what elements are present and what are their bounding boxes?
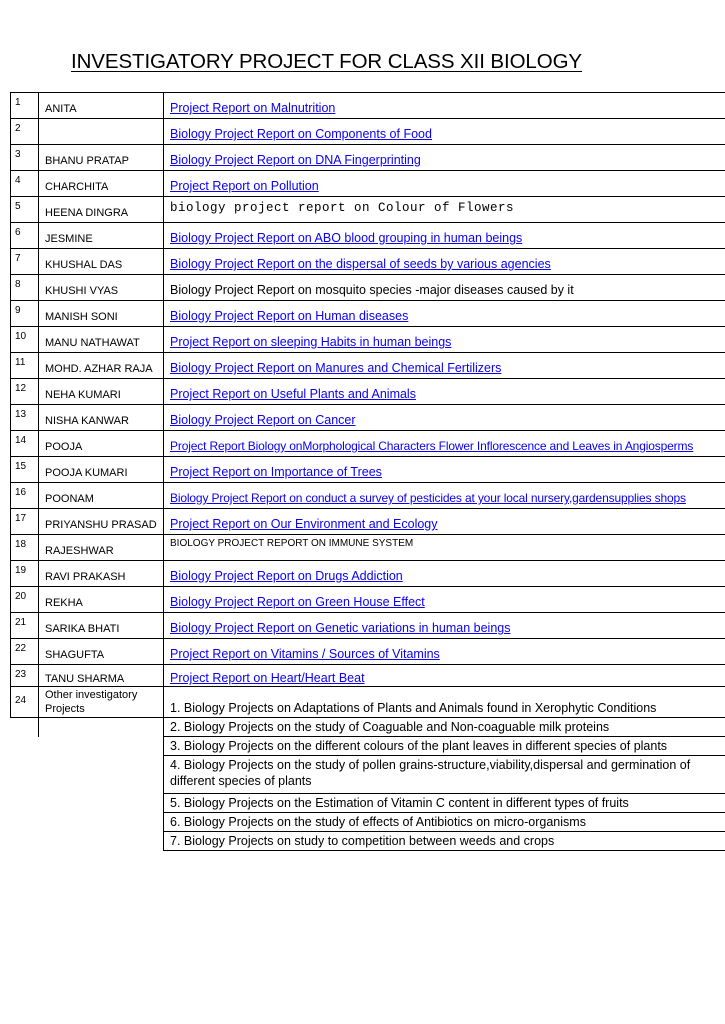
table-row (11, 813, 725, 832)
table-row (11, 249, 725, 275)
empty-cell (39, 832, 164, 851)
other-project-item: 1. Biology Projects on Adaptations of Plants and Animals found in Xerophytic Conditions (164, 687, 725, 718)
student-name: POONAM (39, 483, 164, 509)
project-link[interactable]: Biology Project Report on Human diseases (164, 301, 725, 327)
project-title: Biology Project Report on mosquito species -major diseases caused by it (164, 275, 725, 301)
table-row (11, 431, 725, 457)
project-title: biology project report on Colour of Flowers (164, 197, 725, 223)
student-name: KHUSHAL DAS (39, 249, 164, 275)
student-name: NEHA KUMARI (39, 379, 164, 405)
student-name: NISHA KANWAR (39, 405, 164, 431)
empty-cell (11, 832, 39, 851)
page-title: INVESTIGATORY PROJECT FOR CLASS XII BIOLOGY (71, 50, 582, 73)
table-row (11, 119, 725, 145)
other-projects-label (39, 687, 164, 718)
row-number: 10 (11, 327, 39, 353)
other-label-line: Other investigatory (45, 689, 138, 701)
item-line: different species of plants (170, 774, 312, 788)
table-row (11, 509, 725, 535)
project-link[interactable]: Biology Project Report on Components of Food (164, 119, 725, 145)
other-project-item: 6. Biology Projects on the study of effects of Antibiotics on micro-organisms (164, 813, 725, 832)
other-project-item: 2. Biology Projects on the study of Coaguable and Non-coaguable milk proteins (164, 718, 725, 737)
project-link[interactable]: Project Report on Malnutrition (164, 93, 725, 119)
student-name: CHARCHITA (39, 171, 164, 197)
row-number: 20 (11, 587, 39, 613)
table-row (11, 327, 725, 353)
project-link[interactable]: Biology Project Report on the dispersal of seeds by various agencies (164, 249, 725, 275)
row-number: 11 (11, 353, 39, 379)
student-name: RAVI PRAKASH (39, 561, 164, 587)
project-link[interactable]: Project Report on sleeping Habits in human beings (164, 327, 725, 353)
row-number: 7 (11, 249, 39, 275)
student-name: MANU NATHAWAT (39, 327, 164, 353)
table-row (11, 457, 725, 483)
student-name: PRIYANSHU PRASAD (39, 509, 164, 535)
other-label-line: Projects (45, 703, 85, 715)
table-row (11, 832, 725, 851)
table-row (11, 737, 725, 756)
table-row (11, 405, 725, 431)
row-number: 3 (11, 145, 39, 171)
other-project-item (164, 756, 725, 794)
student-name: ANITA (39, 93, 164, 119)
row-number: 2 (11, 119, 39, 145)
empty-cell (39, 794, 164, 813)
empty-cell (39, 718, 164, 737)
student-name: BHANU PRATAP (39, 145, 164, 171)
row-number: 22 (11, 639, 39, 665)
row-number: 17 (11, 509, 39, 535)
table-row (11, 275, 725, 301)
empty-cell (39, 756, 164, 794)
table-row (11, 639, 725, 665)
table-row (11, 587, 725, 613)
project-title: BIOLOGY PROJECT REPORT ON IMMUNE SYSTEM (164, 535, 725, 561)
row-number: 14 (11, 431, 39, 457)
student-name: SARIKA BHATI (39, 613, 164, 639)
empty-cell (11, 794, 39, 813)
table-row (11, 93, 725, 119)
empty-cell (39, 737, 164, 756)
project-link[interactable]: Project Report on Useful Plants and Animals (164, 379, 725, 405)
student-name: SHAGUFTA (39, 639, 164, 665)
project-link[interactable]: Project Report on Vitamins / Sources of Vitamins (164, 639, 725, 665)
student-name: REKHA (39, 587, 164, 613)
student-name (39, 119, 164, 145)
student-name: TANU SHARMA (39, 665, 164, 687)
project-link[interactable]: Project Report Biology onMorphological Characters Flower Inflorescence and Leaves in Angiosperms (164, 431, 725, 457)
project-link[interactable]: Biology Project Report on Manures and Chemical Fertilizers (164, 353, 725, 379)
student-name: HEENA DINGRA (39, 197, 164, 223)
empty-cell (11, 813, 39, 832)
table-row (11, 794, 725, 813)
row-number: 24 (11, 687, 39, 718)
other-project-item: 3. Biology Projects on the different colours of the plant leaves in different species of plants (164, 737, 725, 756)
row-number: 16 (11, 483, 39, 509)
table-row (11, 756, 725, 794)
row-number: 15 (11, 457, 39, 483)
table-row (11, 197, 725, 223)
row-number: 9 (11, 301, 39, 327)
project-link[interactable]: Project Report on Importance of Trees (164, 457, 725, 483)
other-project-item: 5. Biology Projects on the Estimation of Vitamin C content in different types of fruits (164, 794, 725, 813)
table-row (11, 687, 725, 718)
student-name: POOJA KUMARI (39, 457, 164, 483)
row-number: 8 (11, 275, 39, 301)
project-link[interactable]: Project Report on Pollution (164, 171, 725, 197)
project-link[interactable]: Project Report on Heart/Heart Beat (164, 665, 725, 687)
project-link[interactable]: Biology Project Report on Genetic variations in human beings (164, 613, 725, 639)
table-row (11, 535, 725, 561)
other-project-item: 7. Biology Projects on study to competition between weeds and crops (164, 832, 725, 851)
project-link[interactable]: Biology Project Report on Cancer (164, 405, 725, 431)
empty-cell (39, 813, 164, 832)
item-line: 4. Biology Projects on the study of pollen grains-structure,viability,dispersal and germination of (170, 758, 691, 772)
table-row (11, 718, 725, 737)
project-link[interactable]: Biology Project Report on DNA Fingerprinting (164, 145, 725, 171)
table-row (11, 353, 725, 379)
empty-cell (11, 756, 39, 794)
table-row (11, 613, 725, 639)
project-link[interactable]: Biology Project Report on Green House Effect (164, 587, 725, 613)
project-link[interactable]: Biology Project Report on Drugs Addiction (164, 561, 725, 587)
row-number: 6 (11, 223, 39, 249)
project-link[interactable]: Project Report on Our Environment and Ecology (164, 509, 725, 535)
row-number: 21 (11, 613, 39, 639)
student-name: POOJA (39, 431, 164, 457)
table-row (11, 145, 725, 171)
row-number: 13 (11, 405, 39, 431)
table-row (11, 379, 725, 405)
row-number: 23 (11, 665, 39, 687)
table-row (11, 561, 725, 587)
row-number: 19 (11, 561, 39, 587)
student-name: JESMINE (39, 223, 164, 249)
row-number: 12 (11, 379, 39, 405)
empty-cell (11, 737, 39, 756)
table-row (11, 223, 725, 249)
table-row (11, 665, 725, 687)
project-link[interactable]: Biology Project Report on conduct a survey of pesticides at your local nursery,gardensupplies shops (164, 483, 725, 509)
row-number: 18 (11, 535, 39, 561)
empty-cell (11, 718, 39, 737)
row-number: 5 (11, 197, 39, 223)
student-name: RAJESHWAR (39, 535, 164, 561)
project-table (10, 92, 725, 851)
student-name: MANISH SONI (39, 301, 164, 327)
row-number: 1 (11, 93, 39, 119)
table-row (11, 301, 725, 327)
row-number: 4 (11, 171, 39, 197)
student-name: MOHD. AZHAR RAJA (39, 353, 164, 379)
table-row (11, 483, 725, 509)
student-name: KHUSHI VYAS (39, 275, 164, 301)
table-row (11, 171, 725, 197)
project-link[interactable]: Biology Project Report on ABO blood grouping in human beings (164, 223, 725, 249)
